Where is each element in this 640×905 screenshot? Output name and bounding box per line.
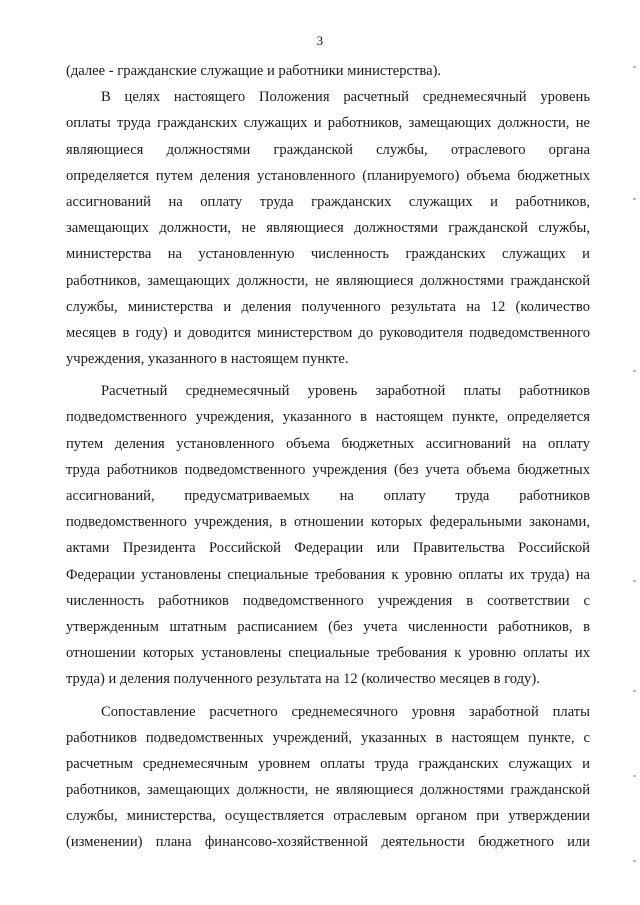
scan-mark [633, 370, 636, 372]
text-line: работников, замещающих должности, не являющиеся должностями гражданской [66, 782, 590, 799]
text-line: ассигнований, предусматриваемых на оплату труда работников [66, 488, 590, 504]
text-line: численность работников подведомственного учреждения в соответствии с [66, 592, 590, 609]
text-line: оплаты труда гражданских служащих и работников, замещающих должности, не [66, 115, 590, 132]
document-body [66, 58, 590, 856]
page-number: 3 [316, 33, 324, 48]
text-line: подведомственного учреждения, указанного в настоящем пункте, определяется [66, 409, 590, 426]
text-line: месяцев в году) и доводится министерством до руководителя подведомственного [66, 324, 590, 341]
text-line: Сопоставление расчетного среднемесячного уровня заработной платы [101, 703, 590, 720]
text-line: определяется путем деления установленного (планируемого) объема бюджетных [66, 167, 590, 184]
text-line: отношении которых установлены специальные требования к уровню оплаты их [66, 645, 590, 662]
text-line: являющиеся должностями гражданской службы, отраслевого органа [66, 141, 590, 158]
text-line: Расчетный среднемесячный уровень заработной платы работников [101, 383, 590, 400]
paragraph-payment-level-civil-servants [66, 84, 590, 372]
paragraph-continuation [66, 58, 590, 84]
text-line: работников, замещающих должности, не являющиеся должностями гражданской [66, 272, 590, 289]
text-line: утвержденным штатным расписанием (без учета численности работников, в [66, 618, 590, 635]
text-line: путем деления установленного объема бюджетных ассигнований на оплату [66, 435, 590, 452]
text-line: В целях настоящего Положения расчетный среднемесячный уровень [101, 89, 590, 106]
text-line: Федерации установлены специальные требования к уровню оплаты их труда) на [66, 566, 590, 583]
scan-mark [633, 690, 636, 692]
text-line: расчетным среднемесячным уровнем оплаты труда гражданских служащих и [66, 755, 590, 772]
text-line: службы, министерства и деления полученного результата на 12 (количество [66, 298, 590, 315]
text-line: службы, министерства, осуществляется отраслевым органом при утверждении [66, 808, 590, 825]
text-line: ассигнований на оплату труда гражданских служащих и работников, [66, 193, 590, 210]
scan-mark [633, 66, 636, 68]
text-line: учреждения, указанного в настоящем пункте. [66, 351, 349, 368]
text-line: труда) и деления полученного результата на 12 (количество месяцев в году). [66, 671, 540, 688]
text-line: замещающих должности, не являющиеся должностями гражданской службы, [66, 220, 590, 237]
scan-mark [633, 860, 636, 862]
paragraph-comparison [66, 699, 590, 856]
text-line: актами Президента Российской Федерации или Правительства Российской [66, 540, 590, 557]
scan-mark [633, 580, 636, 582]
text-line: (далее - гражданские служащие и работники министерства). [66, 63, 442, 79]
paragraph-salary-level-subordinate-institution [66, 378, 590, 692]
text-line: труда работников подведомственного учреждения (без учета объема бюджетных [66, 461, 590, 478]
text-line: (изменении) плана финансово-хозяйственной деятельности бюджетного или [66, 834, 590, 851]
text-line: работников подведомственных учреждений, указанных в настоящем пункте, с [66, 729, 590, 746]
scan-mark [633, 198, 636, 200]
text-line: министерства на установленную численность гражданских служащих и [66, 246, 590, 263]
text-line: подведомственного учреждения, в отношении которых федеральными законами, [66, 514, 590, 531]
scan-mark [633, 775, 636, 777]
